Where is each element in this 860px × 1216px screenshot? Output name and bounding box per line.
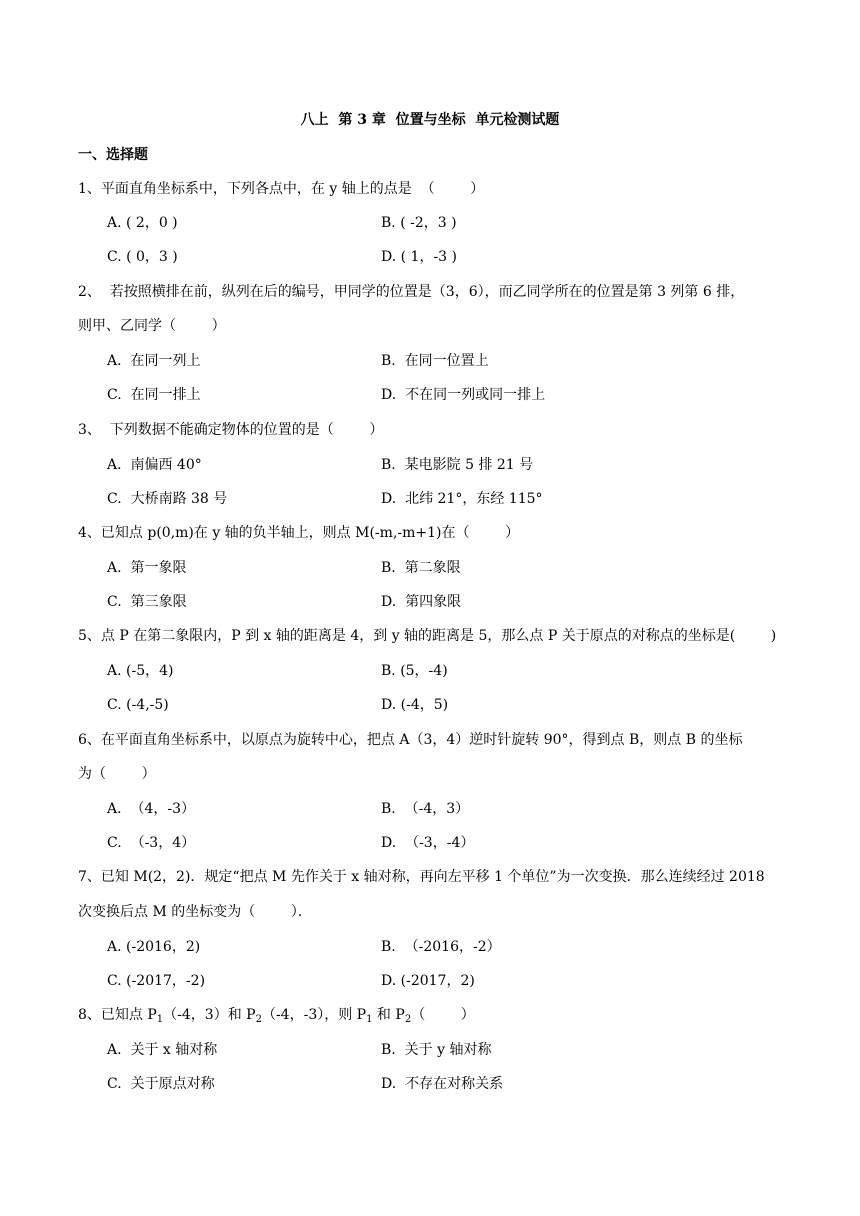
q5-option-c: C. (-4,-5): [107, 697, 169, 713]
q8-subscript-2: 2: [255, 1014, 262, 1025]
q7-option-c: C. (-2017，-2): [107, 973, 206, 989]
question-2-line-2: 则甲、乙同学（ ）: [78, 318, 226, 334]
question-7-line-2: 次变换后点 M 的坐标变为（ ）．: [78, 904, 312, 920]
q5-option-b: B. (5，-4): [381, 663, 448, 679]
q1-option-d: D. ( 1，-3 ): [381, 249, 457, 265]
q4-option-c: C. 第三象限: [107, 594, 187, 610]
q8-text-b: （-4，3）和 P: [163, 1007, 256, 1023]
question-3: 3、 下列数据不能确定物体的位置的是（ ）: [78, 422, 384, 438]
q1-option-a: A. ( 2，0 ): [107, 215, 178, 231]
question-7-line-1: 7、已知 M(2，2)．规定“把点 M 先作关于 x 轴对称，再向左平移 1 个单位”为一次变换．那么连续经过 2018: [78, 869, 765, 885]
q8-subscript-3: 1: [366, 1014, 373, 1025]
q3-option-c: C. 大桥南路 38 号: [107, 491, 228, 507]
q8-option-c: C. 关于原点对称: [107, 1076, 215, 1092]
q8-text-e: （ ）: [411, 1007, 475, 1023]
document-title: 八上 第 3 章 位置与坐标 单元检测试题: [300, 112, 560, 128]
question-6-line-2: 为（ ）: [78, 766, 156, 782]
q5-option-a: A. (-5，4): [107, 663, 174, 679]
question-2-line-1: 2、 若按照横排在前，纵列在后的编号，甲同学的位置是（3，6），而乙同学所在的位置是第 3 列第 6 排，: [78, 284, 745, 300]
q7-option-b: B. （-2016，-2）: [381, 939, 501, 955]
question-8: [78, 1005, 790, 1025]
q6-option-b: B. （-4，3）: [381, 801, 470, 817]
q3-option-d: D. 北纬 21°，东经 115°: [381, 491, 543, 507]
q2-option-a: A. 在同一列上: [107, 353, 201, 369]
q8-option-b: B. 关于 y 轴对称: [381, 1042, 492, 1058]
q8-option-d: D. 不存在对称关系: [381, 1076, 504, 1092]
q6-option-a: A. （4，-3）: [107, 801, 196, 817]
q8-text-c: （-4，-3），则 P: [261, 1007, 367, 1023]
question-5: 5、点 P 在第二象限内，P 到 x 轴的距离是 4，到 y 轴的距离是 5，那么点 P 关于原点的对称点的坐标是( ): [78, 628, 777, 644]
q7-option-d: D. (-2017，2): [381, 973, 475, 989]
q8-option-a: A. 关于 x 轴对称: [107, 1042, 218, 1058]
q4-option-a: A. 第一象限: [107, 560, 187, 576]
question-1: 1、平面直角坐标系中，下列各点中，在 y 轴上的点是 （ ）: [78, 181, 485, 197]
q8-text-a: 8、已知点 P: [78, 1007, 157, 1023]
q1-option-b: B. ( -2，3 ): [381, 215, 457, 231]
q4-option-b: B. 第二象限: [381, 560, 461, 576]
q6-option-c: C. （-3，4）: [107, 835, 196, 851]
q4-option-d: D. 第四象限: [381, 594, 462, 610]
q3-option-b: B. 某电影院 5 排 21 号: [381, 457, 534, 473]
q6-option-d: D. （-3，-4）: [381, 835, 475, 851]
q2-option-b: B. 在同一位置上: [381, 353, 489, 369]
q2-option-d: D. 不在同一列或同一排上: [381, 387, 546, 403]
q7-option-a: A. (-2016，2): [107, 939, 201, 955]
question-4: 4、已知点 p(0,m)在 y 轴的负半轴上，则点 M(-m,-m+1)在（ ）: [78, 525, 520, 541]
section-heading: 一、选择题: [78, 147, 148, 163]
question-6-line-1: 6、在平面直角坐标系中，以原点为旋转中心，把点 A（3，4）逆时针旋转 90°，得到点 B，则点 B 的坐标: [78, 732, 743, 748]
q8-text-d: 和 P: [372, 1007, 405, 1023]
q3-option-a: A. 南偏西 40°: [107, 457, 202, 473]
q2-option-c: C. 在同一排上: [107, 387, 201, 403]
q8-subscript-4: 2: [404, 1014, 412, 1025]
q8-subscript-1: 1: [156, 1014, 164, 1025]
q1-option-c: C. ( 0，3 ): [107, 249, 178, 265]
q5-option-d: D. (-4，5): [381, 697, 449, 713]
